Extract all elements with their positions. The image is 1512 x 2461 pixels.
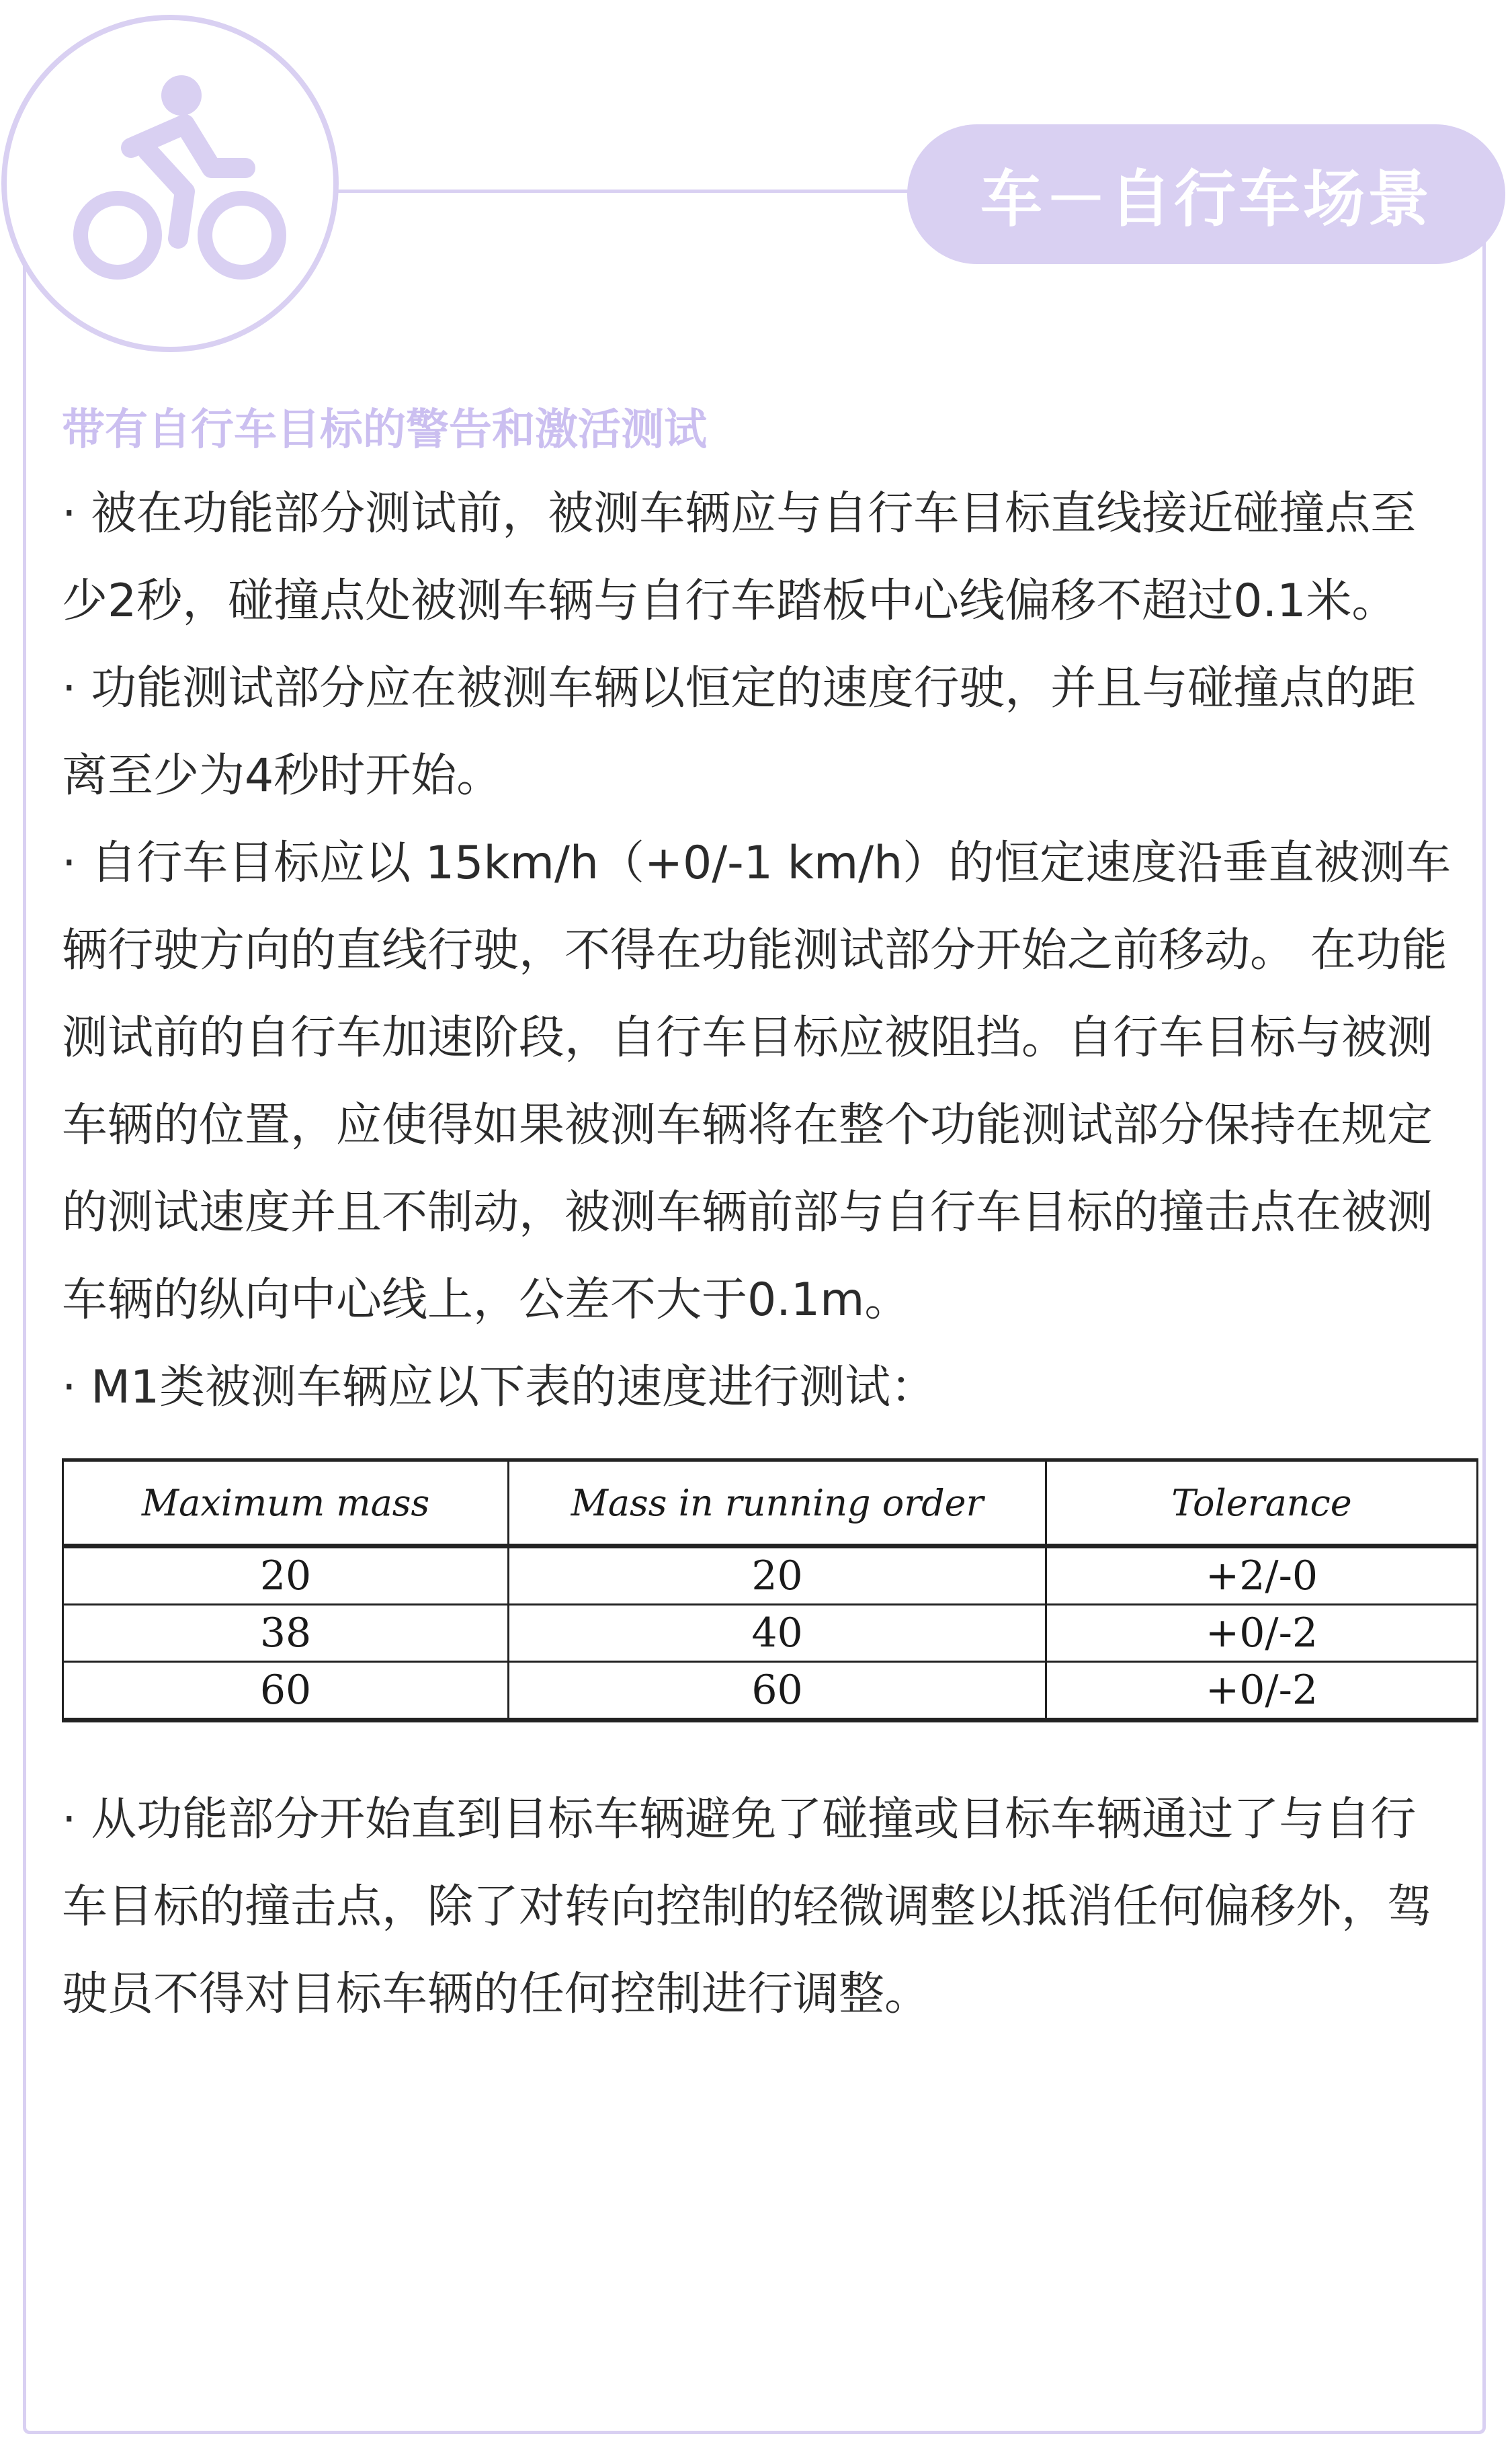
speed-table	[62, 1458, 1478, 1722]
table-row	[63, 1662, 1478, 1720]
icon-badge-circle	[1, 15, 339, 352]
header-tolerance: Tolerance	[1046, 1460, 1477, 1546]
table-row	[63, 1546, 1478, 1605]
table-row	[63, 1605, 1478, 1662]
section-title: 带有自行车目标的警告和激活测试	[62, 405, 707, 455]
cell-mass-running-order: 20	[509, 1546, 1046, 1605]
scene-badge	[907, 124, 1505, 264]
main-content	[62, 390, 1460, 2038]
cell-tolerance: +0/-2	[1046, 1605, 1477, 1662]
cell-maximum-mass: 60	[63, 1662, 509, 1720]
paragraph-4: · M1类被测车辆应以下表的速度进行测试：	[62, 1361, 937, 1414]
header-mass-running-order: Mass in running order	[509, 1460, 1046, 1546]
header-divider-line	[336, 190, 941, 193]
closing-paragraph: · 从功能部分开始直到目标车辆避免了碰撞或目标车辆通过了与自行车目标的撞击点，除了对转向控制的轻微调整以抵消任何偏移外，驾驶员不得对目标车辆的任何控制进行调整。	[62, 1793, 1433, 2021]
cell-maximum-mass: 38	[63, 1605, 509, 1662]
cell-tolerance: +2/-0	[1046, 1546, 1477, 1605]
paragraph-1: · 被在功能部分测试前，被测车辆应与自行车目标直线接近碰撞点至少2秒，碰撞点处被测车辆与自行车踏板中心线偏移不超过0.1米。	[62, 487, 1417, 628]
scene-badge-label: 车－自行车场景	[980, 163, 1432, 235]
paragraph-3: · 自行车目标应以 15km/h（+0/-1 km/h）的恒定速度沿垂直被测车辆行驶方向的直线行驶，不得在功能测试部分开始之前移动。 在功能测试前的自行车加速阶段，自行车目标应被阻挡。自行车目标与被测车辆的位置，应使得如果被测车辆将在整个功能测试部分保持在规定的测试速度并且不制动，被测车辆前部与自行车目标的撞击点在被测车辆的纵向中心线上，公差不大于0.1m。	[62, 837, 1452, 1327]
cell-mass-running-order: 60	[509, 1662, 1046, 1720]
paragraph-2: · 功能测试部分应在被测车辆以恒定的速度行驶，并且与碰撞点的距离至少为4秒时开始。	[62, 662, 1417, 802]
header-maximum-mass: Maximum mass	[63, 1460, 509, 1546]
cell-tolerance: +0/-2	[1046, 1662, 1477, 1720]
cell-maximum-mass: 20	[63, 1546, 509, 1605]
cell-mass-running-order: 40	[509, 1605, 1046, 1662]
cyclist-icon	[67, 67, 289, 289]
table-header-row	[63, 1460, 1478, 1546]
